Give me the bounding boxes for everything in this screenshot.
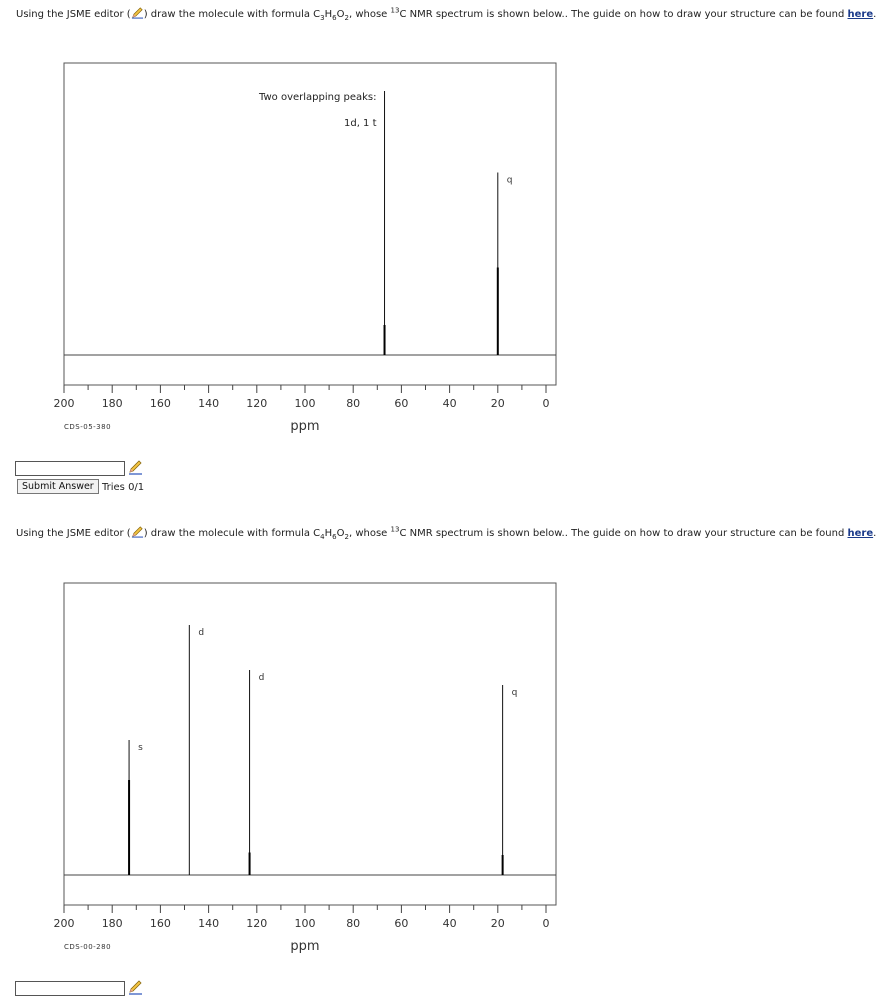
tick-label: 160: [149, 397, 171, 410]
axis-unit-label: ppm: [290, 419, 320, 434]
question-text-part: O: [336, 528, 345, 539]
question-text-part: .: [873, 528, 877, 539]
nmr-spectrum-1: [0, 55, 894, 449]
spectrum-code: CDS-05-380: [64, 423, 112, 431]
nmr-spectrum-1-svg: [0, 55, 894, 445]
pencil-icon[interactable]: [131, 6, 144, 19]
peak-label: d: [198, 628, 205, 638]
nmr-spectrum-2: [0, 575, 894, 969]
peak-label: q: [511, 688, 518, 698]
answer-input-2[interactable]: [15, 981, 125, 996]
question-text-part: Using the JSME editor (: [16, 9, 131, 20]
tick-label: 200: [53, 917, 75, 930]
tick-label: 180: [101, 917, 123, 930]
formula-subscript: 2: [344, 14, 349, 22]
question-text-part: C NMR spectrum is shown below.. The guide on how to draw your structure can be found: [399, 9, 848, 20]
axis-unit-label: ppm: [290, 939, 320, 954]
pencil-icon[interactable]: [127, 979, 143, 995]
question-text-part: , whose: [348, 528, 391, 539]
isotope-superscript: 13: [390, 6, 400, 15]
question-text-part: H: [324, 528, 333, 539]
tick-label: 140: [198, 917, 220, 930]
tick-label: 120: [246, 397, 268, 410]
pencil-icon[interactable]: [131, 525, 144, 538]
tick-label: 120: [246, 917, 268, 930]
peak-annotation: Two overlapping peaks:: [259, 92, 377, 103]
pencil-icon[interactable]: [127, 459, 143, 475]
tick-label: 20: [490, 917, 505, 930]
question-text-part: Using the JSME editor (: [16, 528, 131, 539]
guide-link[interactable]: here: [847, 528, 874, 539]
submit-answer-button[interactable]: Submit Answer: [17, 479, 99, 494]
question-2-text: [16, 525, 876, 539]
peak-label: d: [258, 673, 265, 683]
question-text-part: O: [336, 9, 345, 20]
tick-label: 140: [198, 397, 220, 410]
tick-label: 20: [490, 397, 505, 410]
tick-label: 160: [149, 917, 171, 930]
nmr-spectrum-2-svg: [0, 575, 894, 965]
question-text-part: ) draw the molecule with formula C: [143, 528, 321, 539]
formula-subscript: 6: [332, 14, 337, 22]
spectrum-code: CDS-00-280: [64, 943, 112, 951]
peak-annotation: 1d, 1 t: [343, 118, 377, 129]
question-1-text: [16, 6, 876, 20]
tick-label: 100: [294, 397, 316, 410]
isotope-superscript: 13: [390, 525, 400, 534]
tick-label: 80: [346, 397, 361, 410]
tick-label: 180: [101, 397, 123, 410]
question-text-part: C NMR spectrum is shown below.. The guide on how to draw your structure can be found: [399, 528, 848, 539]
question-text-part: , whose: [348, 9, 391, 20]
tick-label: 80: [346, 917, 361, 930]
tries-counter: Tries 0/1: [102, 482, 145, 493]
tick-label: 200: [53, 397, 75, 410]
formula-subscript: 2: [344, 533, 349, 541]
question-text-part: ) draw the molecule with formula C: [143, 9, 321, 20]
tick-label: 40: [442, 397, 457, 410]
tick-label: 60: [394, 397, 409, 410]
question-text-part: .: [873, 9, 877, 20]
answer-input-1[interactable]: [15, 461, 125, 476]
question-text-part: H: [324, 9, 333, 20]
tick-label: 100: [294, 917, 316, 930]
tick-label: 60: [394, 917, 409, 930]
tick-label: 0: [542, 917, 550, 930]
formula-subscript: 4: [320, 533, 325, 541]
guide-link[interactable]: here: [847, 9, 874, 20]
tick-label: 40: [442, 917, 457, 930]
plot-frame: [64, 63, 556, 385]
formula-subscript: 6: [332, 533, 337, 541]
formula-subscript: 3: [320, 14, 325, 22]
tick-label: 0: [542, 397, 550, 410]
peak-label: s: [138, 743, 143, 753]
peak-label: q: [506, 175, 513, 186]
